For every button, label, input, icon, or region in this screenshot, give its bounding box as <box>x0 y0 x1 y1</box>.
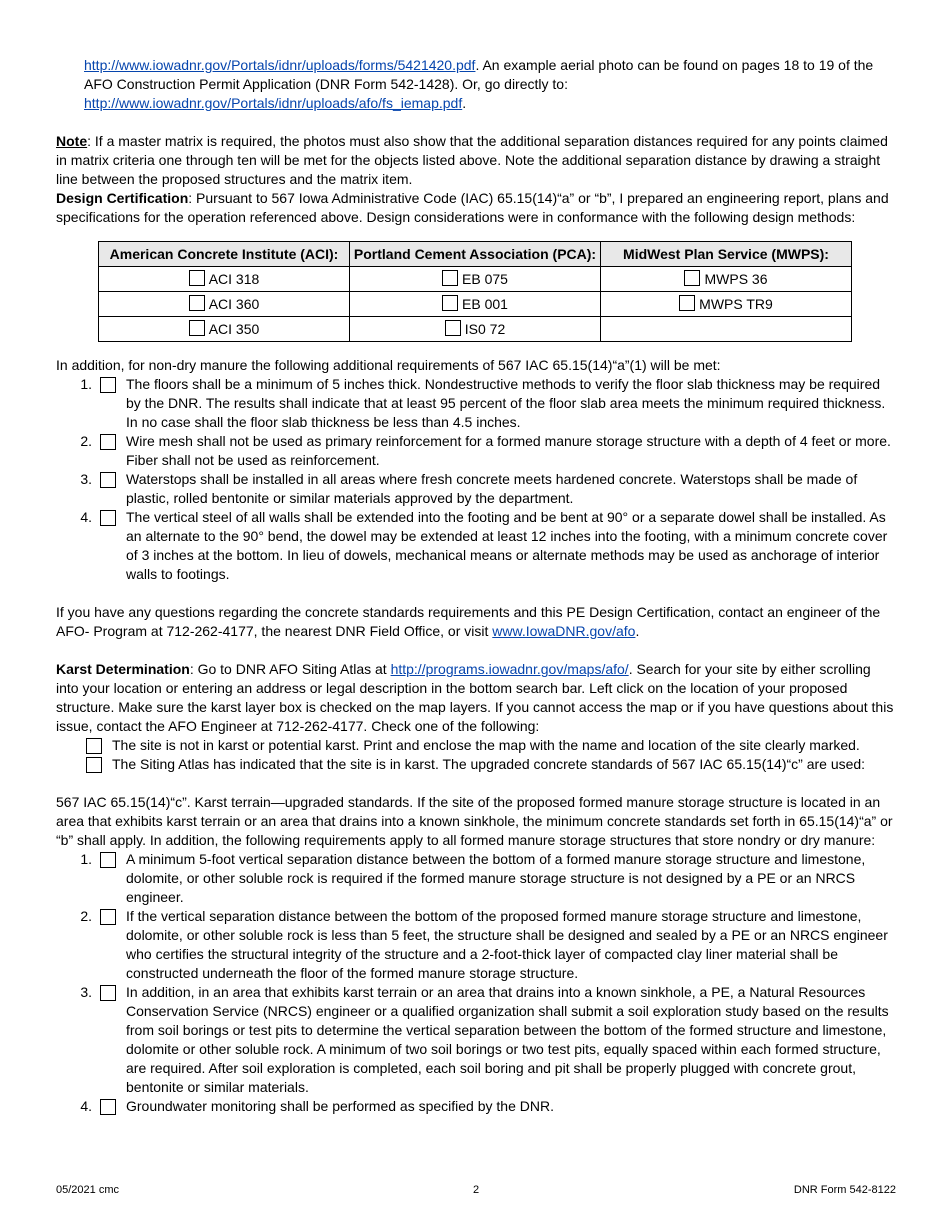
siting-atlas-link[interactable]: http://programs.iowadnr.gov/maps/afo/ <box>390 661 629 677</box>
table-row: ACI 360 EB 001 MWPS TR9 <box>99 292 852 317</box>
footer-page-number: 2 <box>472 1184 480 1196</box>
karst-req-1-checkbox[interactable] <box>100 852 116 868</box>
table-header: American Concrete Institute (ACI): <box>99 242 350 267</box>
aci-350-checkbox[interactable] <box>189 320 205 336</box>
intro-paragraph: http://www.iowadnr.gov/Portals/idnr/uploads/forms/5421420.pdf. An example aerial photo can be found on pages 18 to 19 of the AFO Construction Permit Application (DNR Form 542-1428). Or, go directly to: http://www.iowadnr.gov/Portals/idnr/uploads/afo/fs_iemap.pdf. <box>84 57 874 111</box>
mwps-36-checkbox[interactable] <box>684 270 700 286</box>
table-header: Portland Cement Association (PCA): <box>350 242 601 267</box>
aci-318-checkbox[interactable] <box>189 270 205 286</box>
karst-option-not-karst: The site is not in karst or potential karst. Print and enclose the map with the name and location of the site clearly marked. <box>56 736 896 755</box>
nondry-req-2-checkbox[interactable] <box>100 434 116 450</box>
nondry-intro: In addition, for non-dry manure the following additional requirements of 567 IAC 65.15(14)“a”(1) will be met: <box>56 357 721 373</box>
list-item: 3. In addition, in an area that exhibits karst terrain or an area that drains into a known sinkhole, a PE, a Natural Resources Conservation Service (NRCS) engineer or a qualified organization shall submit a soil exploration study based on the results from soil borings or test pits to determine the vertical separation between the bottom of the formed structure and limestone, dolomite or other soluble rock. A minimum of two soil borings or two test pits, equally spaced within each formed structure, are required. After soil exploration is completed, each soil boring and pit shall be properly plugged with concrete grout, bentonite or similar materials. <box>80 984 889 1095</box>
list-item: 4. Groundwater monitoring shall be performed as specified by the DNR. <box>80 1098 554 1114</box>
nondry-req-1-checkbox[interactable] <box>100 377 116 393</box>
nondry-req-3-checkbox[interactable] <box>100 472 116 488</box>
list-item: 2. If the vertical separation distance between the bottom of the proposed formed manure storage structure and limestone, dolomite, or other soluble rock is less than 5 feet, the structure shall be designed and sealed by a PE or an NRCS engineer who certifies the structural integrity of the structure and a 2-foot-thick layer of compacted clay liner material shall be constructed underneath the floor of the formed manure storage structure. <box>80 908 888 981</box>
karst-requirements-list <box>56 850 896 1116</box>
table-row: ACI 318 EB 075 MWPS 36 <box>99 267 852 292</box>
mwps-tr9-checkbox[interactable] <box>679 295 695 311</box>
contact-paragraph: If you have any questions regarding the concrete standards requirements and this PE Design Certification, contact an engineer of the AFO- Program at 712-262-4177, the nearest DNR Field Office, or visit www.IowaDNR.gov/afo. <box>56 604 881 639</box>
iowadnr-afo-link[interactable]: www.IowaDNR.gov/afo <box>492 623 636 639</box>
karst-req-3-checkbox[interactable] <box>100 985 116 1001</box>
list-item: 3. Waterstops shall be installed in all areas where fresh concrete meets hardened concrete. Waterstops shall be made of plastic, rolled bentonite or similar materials approved by the department. <box>80 471 858 506</box>
karst-req-2-checkbox[interactable] <box>100 909 116 925</box>
nondry-requirements-list <box>56 375 896 584</box>
aci-360-checkbox[interactable] <box>189 295 205 311</box>
footer-revision: 05/2021 cmc <box>56 1184 119 1196</box>
in-karst-checkbox[interactable] <box>86 757 102 773</box>
list-item: 1. A minimum 5-foot vertical separation distance between the bottom of a formed manure storage structure and limestone, dolomite, or other soluble rock is required if the formed manure storage structure is not designed by a PE or an NRCS engineer. <box>80 851 866 905</box>
karst-option-in-karst: The Siting Atlas has indicated that the site is in karst. The upgraded concrete standards of 567 IAC 65.15(14)“c” are used: <box>56 755 896 774</box>
design-certification-paragraph: Design Certification: Pursuant to 567 Iowa Administrative Code (IAC) 65.15(14)“a” or “b”, I prepared an engineering report, plans and specifications for the operation referenced above. Design considerations were in conformance with the following design methods: <box>56 190 889 225</box>
karst-req-4-checkbox[interactable] <box>100 1099 116 1115</box>
eb-075-checkbox[interactable] <box>442 270 458 286</box>
upgraded-standards-intro: 567 IAC 65.15(14)“c”. Karst terrain—upgraded standards. If the site of the proposed formed manure storage structure is located in an area that exhibits karst terrain or an area that drains into a known sinkhole, the minimum concrete standards set forth in 65.15(14)“a” or “b” shall apply. In addition, the following requirements apply to all formed manure storage structures that store nondry or dry manure: <box>56 794 893 848</box>
iemap-link[interactable]: http://www.iowadnr.gov/Portals/idnr/uploads/afo/fs_iemap.pdf <box>84 95 463 111</box>
document-page <box>56 56 896 1116</box>
list-item: 4. The vertical steel of all walls shall be extended into the footing and be bent at 90° or a separate dowel shall be installed. As an alternate to the 90° bend, the dowel may be extended at least 12 inches into the footing, with a minimum concrete cover of 3 inches at the bottom. In lieu of dowels, mechanical means or alternate methods may be used as anchorage of interior walls to footings. <box>80 509 888 582</box>
aerial-photo-link[interactable]: http://www.iowadnr.gov/Portals/idnr/uploads/forms/5421420.pdf <box>84 57 476 73</box>
list-item: 1. The floors shall be a minimum of 5 inches thick. Nondestructive methods to verify the floor slab thickness may be required by the DNR. The results shall indicate that at least 95 percent of the floor slab area meets the minimum required thickness. In no case shall the floor slab thickness be less than 4.5 inches. <box>80 376 886 430</box>
eb-001-checkbox[interactable] <box>442 295 458 311</box>
table-header: MidWest Plan Service (MWPS): <box>601 242 852 267</box>
design-methods-table <box>98 241 852 342</box>
list-item: 2. Wire mesh shall not be used as primary reinforcement for a formed manure storage structure with a depth of 4 feet or more. Fiber shall not be used as reinforcement. <box>80 433 891 468</box>
karst-paragraph: Karst Determination: Go to DNR AFO Siting Atlas at http://programs.iowadnr.gov/maps/afo/. Search for your site by either scrolling into your location or entering an address or legal description in the bottom search bar. Left click on the location of your proposed structure. Make sure the karst layer box is checked on the map layers. If you cannot access the map or if you have questions about this issue, contact the AFO Engineer at 712-262-4177. Check one of the following: <box>56 661 894 734</box>
footer-form-number: DNR Form 542-8122 <box>793 1184 896 1196</box>
note-paragraph: Note: If a master matrix is required, the photos must also show that the additional separation distances required for any points claimed in matrix criteria one through ten will be met for the objects listed above. Note the additional separation distance by drawing a straight line between the proposed structures and the matrix item. <box>56 133 888 187</box>
is0-72-checkbox[interactable] <box>445 320 461 336</box>
table-row: ACI 350 IS0 72 <box>99 317 852 342</box>
nondry-req-4-checkbox[interactable] <box>100 510 116 526</box>
not-karst-checkbox[interactable] <box>86 738 102 754</box>
